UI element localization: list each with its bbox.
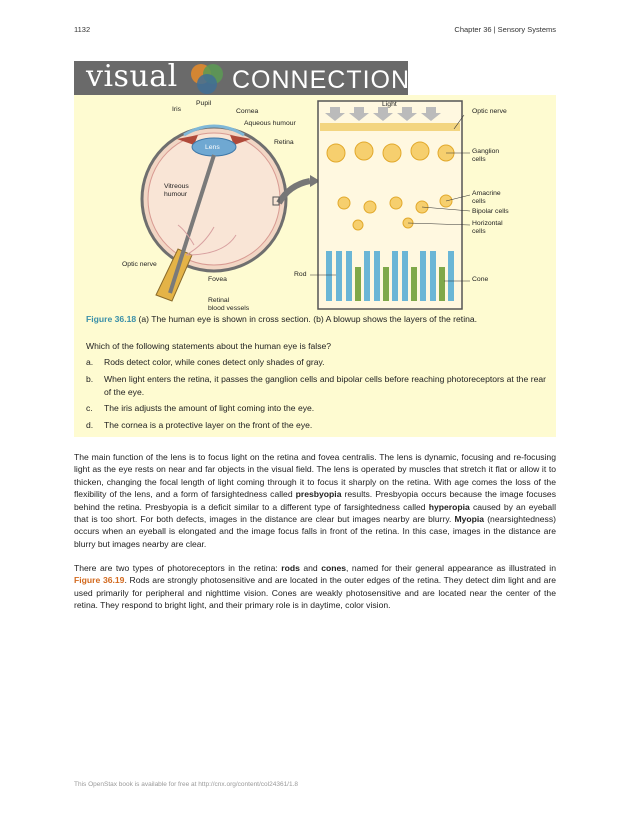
term-cones: cones bbox=[321, 563, 347, 573]
option-letter: b. bbox=[86, 374, 94, 384]
label-vitreous-humour: Vitreous humour bbox=[164, 183, 189, 198]
figure-caption-text: (a) The human eye is shown in cross section. (b) A blowup shows the layers of the retina. bbox=[136, 314, 478, 324]
option-letter: a. bbox=[86, 357, 94, 367]
term-rods: rods bbox=[281, 563, 300, 573]
label-pupil: Pupil bbox=[196, 100, 212, 107]
label-cornea: Cornea bbox=[236, 108, 259, 115]
paragraph-lens-function: The main function of the lens is to focus light on the retina and fovea centralis. The lens is dynamic, focusing and re-focusing light as the eye rests on near and far objects in the visual field. The lens is operated by muscles that stretch it flat or allow it to thicken, changing the focal length of light coming through it to focus it sharply on the retina. With age comes the loss of the flexibility of the lens, and a form of farsightedness called presbyopia results. Presbyopia occurs because the image focuses behind the retina. Presbyopia is a deficit similar to a different type of farsightedness called hyperopia caused by an eyeball that is too short. For both defects, images in the distance are clear but images nearby are blurry. Myopia (nearsightedness) occurs when an eyeball is elongated and the image focus falls in front of the retina. In this case, images in the distance are blurry but images nearby are clear. bbox=[74, 452, 556, 549]
label-cone: Cone bbox=[472, 276, 489, 283]
label-light: Light bbox=[382, 101, 397, 108]
label-horizontal-cells: Horizontal cells bbox=[472, 220, 503, 235]
figure-reference-link[interactable]: Figure 36.19 bbox=[74, 575, 125, 586]
banner-word-connection: CONNECTION bbox=[232, 66, 411, 94]
label-bipolar-cells: Bipolar cells bbox=[472, 208, 509, 215]
label-optic-nerve-right: Optic nerve bbox=[472, 108, 507, 115]
option-letter: d. bbox=[86, 420, 94, 430]
label-rod: Rod bbox=[294, 271, 307, 278]
label-amacrine-cells: Amacrine cells bbox=[472, 190, 501, 205]
label-retina: Retina bbox=[274, 139, 294, 146]
footer-license: This OpenStax book is available for free at http://cnx.org/content/col24361/1.8 bbox=[74, 781, 299, 788]
label-ganglion-cells: Ganglion cells bbox=[472, 148, 500, 163]
option-text: Rods detect color, while cones detect only shades of gray. bbox=[104, 357, 325, 367]
label-fovea: Fovea bbox=[208, 276, 227, 283]
venn-logo-icon bbox=[189, 62, 225, 94]
option-text: When light enters the retina, it passes the ganglion cells and bipolar cells before reaching photoreceptors at the rear of the eye. bbox=[104, 374, 546, 397]
option-text: The iris adjusts the amount of light coming into the eye. bbox=[104, 403, 315, 413]
visual-connection-banner bbox=[74, 59, 411, 95]
term-myopia: Myopia bbox=[454, 514, 485, 525]
option-text: The cornea is a protective layer on the front of the eye. bbox=[104, 420, 313, 430]
term-hyperopia: hyperopia bbox=[428, 501, 470, 512]
figure-caption bbox=[86, 314, 546, 324]
chapter-title: Chapter 36 | Sensory Systems bbox=[454, 25, 556, 34]
question-prompt: Which of the following statements about the human eye is false? bbox=[86, 341, 332, 351]
page-number: 1132 bbox=[74, 25, 91, 34]
label-optic-nerve-left: Optic nerve bbox=[122, 261, 157, 268]
label-retinal-blood-vessels: Retinal blood vessels bbox=[208, 297, 250, 312]
banner-word-visual: visual bbox=[86, 59, 178, 94]
paragraph-photoreceptors: There are two types of photoreceptors in the retina: rods and cones, named for their general appearance as illustrated in Figure 36.19. Rods are strongly photosensitive and are located in the outer edges of the retina. They detect dim light and are used primarily for peripheral and nighttime vision. Cones are weakly photosensitive and are located near the center of the retina. They respond to bright light, and their primary role is in daytime, color vision. bbox=[74, 563, 557, 611]
figure-number: Figure 36.18 bbox=[86, 314, 137, 324]
option-letter: c. bbox=[86, 403, 93, 413]
label-iris: Iris bbox=[172, 106, 182, 113]
label-aqueous-humour: Aqueous humour bbox=[244, 120, 296, 127]
label-lens: Lens bbox=[205, 144, 220, 151]
term-presbyopia: presbyopia bbox=[295, 489, 342, 500]
